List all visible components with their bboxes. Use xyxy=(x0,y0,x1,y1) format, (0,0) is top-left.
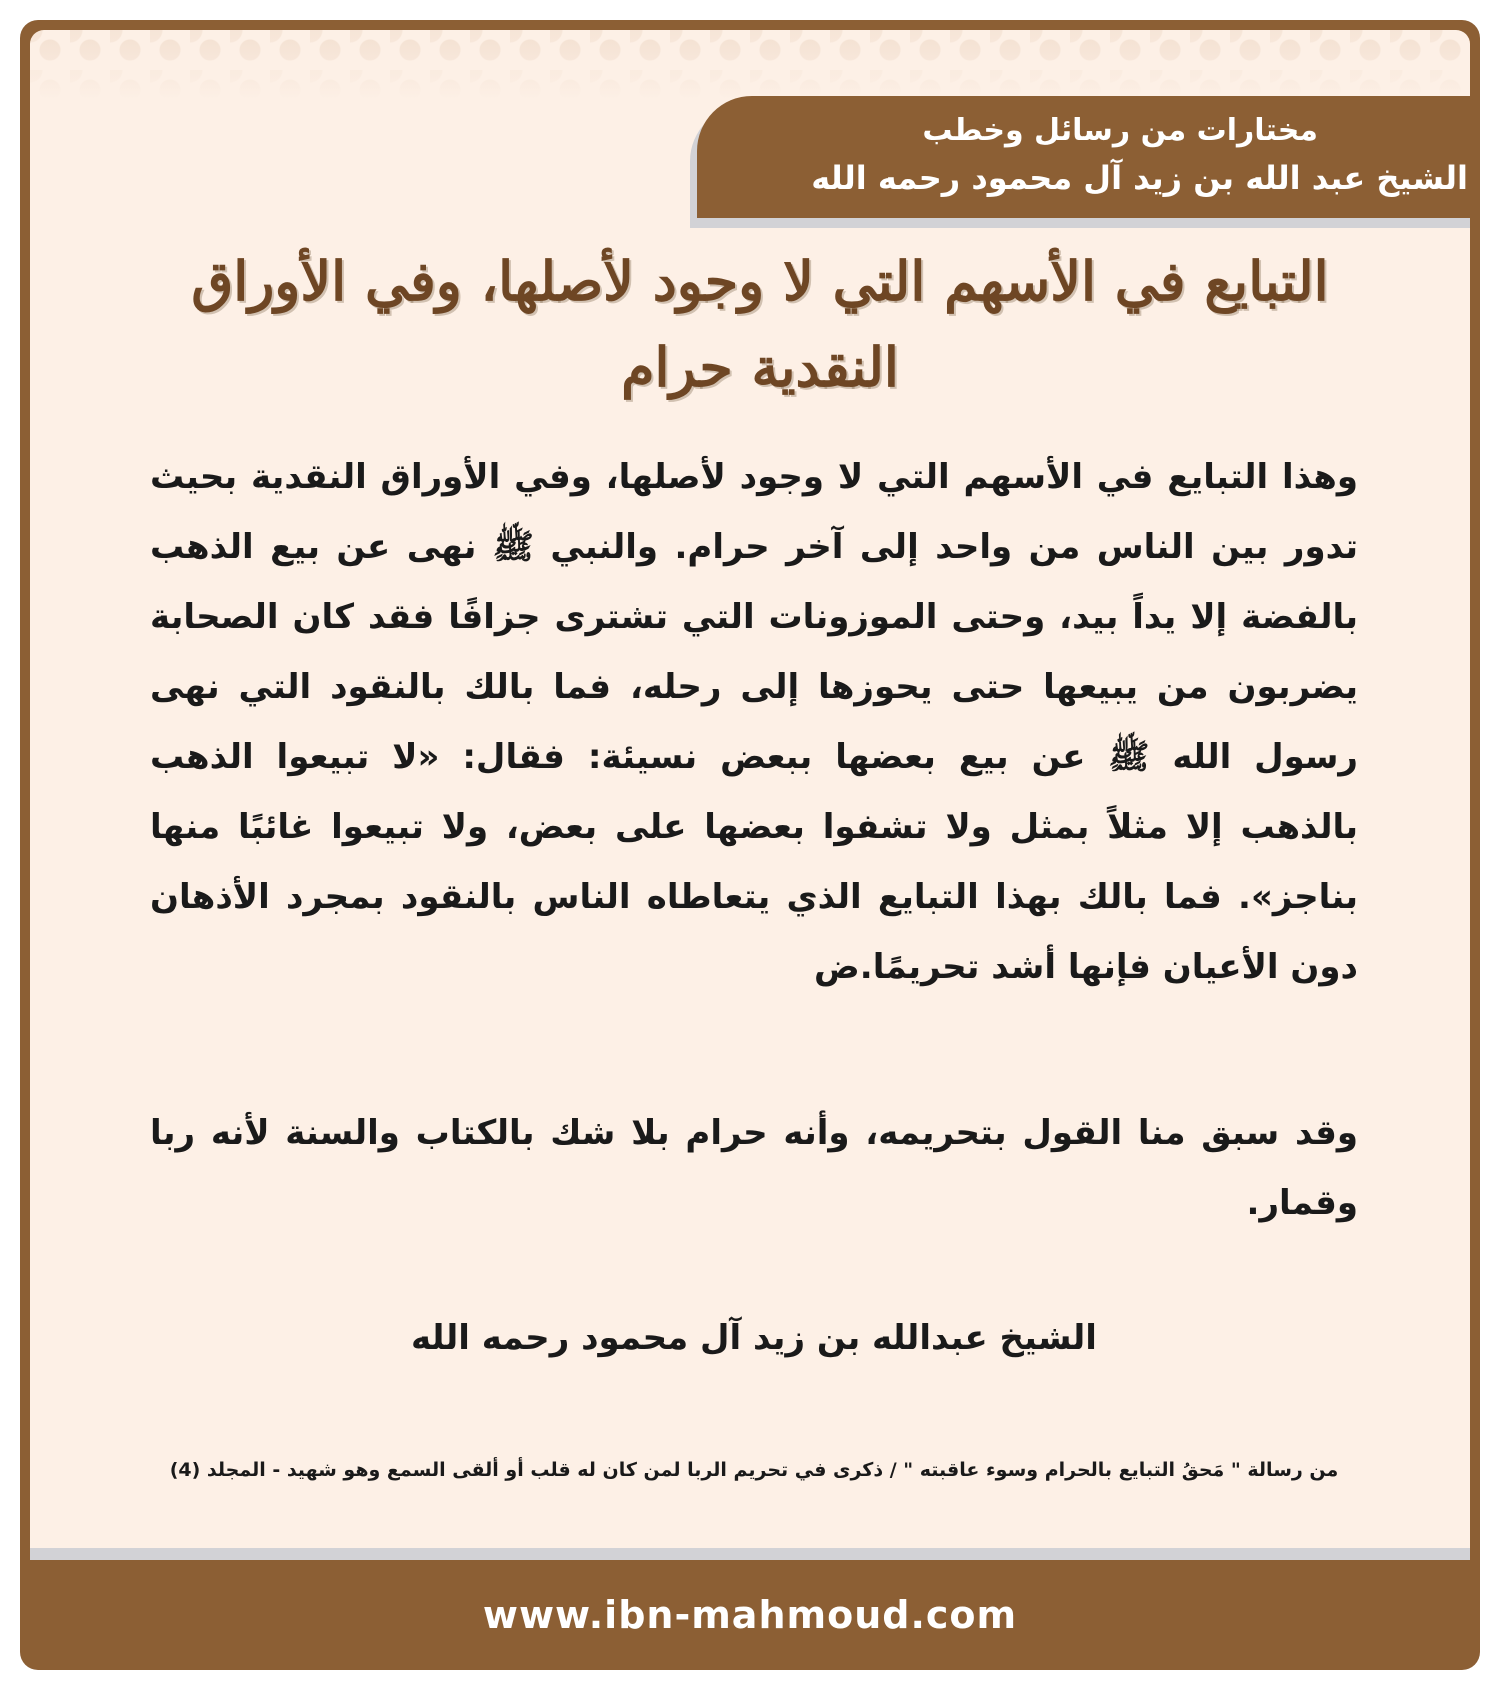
header-series-title: مختارات من رسائل وخطب xyxy=(922,113,1318,148)
document-card xyxy=(20,20,1480,1670)
source-citation: من رسالة " مَحقُ التبايع بالحرام وسوء عاقبته " / ذكرى في تحريم الربا لمن كان له قلب أو ألقى السمع وهو شهيد - المجلد (4) xyxy=(169,1459,1339,1481)
body-paragraph-1: وهذا التبايع في الأسهم التي لا وجود لأصلها، وفي الأوراق النقدية بحيث تدور بين الناس من واحد إلى آخر حرام. والنبي ﷺ نهى عن بيع الذهب بالفضة إلا يداً بيد، وحتى الموزونات التي تشترى جزافًا فقد كان الصحابة يضربون من يبيعها حتى يحوزها إلى رحله، فما بالك بالنقود التي نهى رسول الله ﷺ عن بيع بعضها ببعض نسيئة: فقال: «لا تبيعوا الذهب بالذهب إلا مثلاً بمثل ولا تشفوا بعضها على بعض، ولا تبيعوا غائبًا منها بناجز». فما بالك بهذا التبايع الذي يتعاطاه الناس بالنقود بمجرد الأذهان دون الأعيان فإنها أشد تحريمًا.ض xyxy=(150,457,1358,987)
body-paragraph-2: وقد سبق منا القول بتحريمه، وأنه حرام بلا شك بالكتاب والسنة لأنه ربا وقمار. xyxy=(150,1113,1358,1223)
pattern-fade xyxy=(30,30,1470,100)
header-band xyxy=(697,96,1470,218)
website-link[interactable]: www.ibn-mahmoud.com xyxy=(482,1593,1018,1637)
footer-divider xyxy=(30,1548,1470,1560)
page-title: التبايع في الأسهم التي لا وجود لأصلها، وفي الأوراق النقدية حرام xyxy=(191,249,1329,399)
author-signature: الشيخ عبدالله بن زيد آل محمود رحمه الله xyxy=(411,1318,1097,1358)
header-author-name: الشيخ عبد الله بن زيد آل محمود رحمه الله xyxy=(811,159,1468,197)
content-panel xyxy=(30,30,1470,1558)
